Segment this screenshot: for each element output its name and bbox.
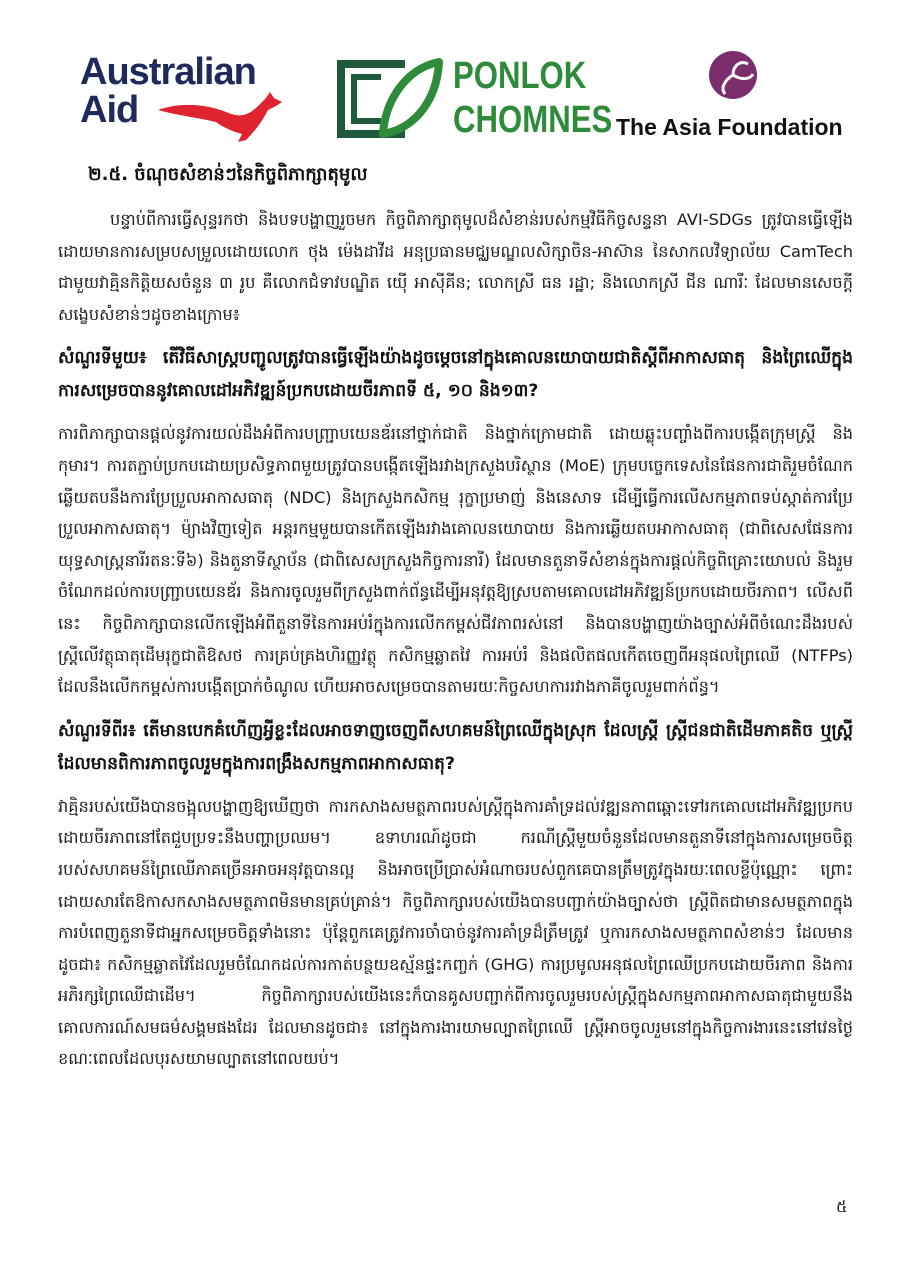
question-two: សំណួរទីពីរ៖ តើមានបេកគំហើញអ្វីខ្លះដែលអាចទាញចេញពីសហគមន៍ព្រៃឈើក្នុងស្រុក ដែលស្ត្រី ស្ត្រីជនជាតិដើមភាគតិច ឬស្ត្រីដែលមានពិការភាពចូលរួមក្នុងការពង្រឹងសកម្មភាពអាកាសធាតុ? (58, 720, 853, 774)
ponlok-chomnes-logo-line2: CHOMNES (453, 99, 613, 141)
section-heading: ២.៥. ចំណុចសំខាន់ៗនៃកិច្ចពិភាក្សាតុមូល (88, 164, 368, 185)
intro-paragraph: បន្ទាប់ពីការធ្វើសុន្ទរកថា និងបទបង្ហាញរួចមក កិច្ចពិភាក្សាតុមូលដ៏សំខាន់របស់កម្មវិធីកិច្ចសន្ទនា AVI-SDGs ត្រូវបានធ្វើឡើង ដោយមានការសម្របសម្រួលដោយលោក ថុង ម៉េងដាវីដ អនុប្រធានមជ្ឈមណ្ឌលសិក្សាចិន-អាស៊ាន នៃសាកលវិទ្យាល័យ CamTech ជាមួយវាគ្មិនកិត្តិយសចំនួន ៣ រូប គឺលោកជំទាវបណ្ឌិត យ៉ើ អាស៊ីគីន; លោកស្រី ធន រដ្ឋា; និងលោកស្រី ជីន ណារីៈ ដែលមានសេចក្តីសង្ខេបសំខាន់ៗដូចខាងក្រោម៖ (58, 210, 853, 324)
asia-foundation-logo-text: The Asia Foundation (616, 114, 843, 140)
ponlok-chomnes-logo (333, 54, 613, 146)
logo-header (0, 0, 905, 160)
document-body (58, 160, 853, 1075)
ponlok-chomnes-logo-line1: PONLOK (453, 55, 587, 97)
answer-one-paragraph: ការពិភាក្សាបានផ្តល់នូវការយល់ដឹងអំពីការបញ្ជ្រាបយេនឌ័រនៅថ្នាក់ជាតិ និងថ្នាក់ក្រោមជាតិ ដោយឆ្លុះបញ្ចាំងពីការបង្កើតក្រុមស្ត្រី និងកុមារ។ ការតភ្ជាប់ប្រកបដោយប្រសិទ្ធភាពមួយត្រូវបានបង្កើតឡើងរវាងក្រសួងបរិស្ថាន (MoE) ក្រុមបច្ចេកទេសនៃផែនការជាតិរួមចំណែកឆ្លើយតបនឹងការប្រែប្រួលអាកាសធាតុ (NDC) និងក្រសួងកសិកម្ម រុក្ខាប្រមាញ់ និងនេសាទ ដើម្បីធ្វើការលើសកម្មភាពទប់ស្កាត់ការប្រែប្រួលអាកាសធាតុ។ ម៉្យាងវិញទៀត អន្តរកម្មមួយបានកើតឡើងរវាងគោលនយោបាយ និងការឆ្លើយតបអាកាសធាតុ (ជាពិសេសផែនការយុទ្ធសាស្ត្រនារីរតនៈទី៦) និងតួនាទីស្ថាប័ន (ជាពិសេសក្រសួងកិច្ចការនារី) ដែលមានតួនាទីសំខាន់ក្នុងការផ្តល់កិច្ចពិគ្រោះយោបល់ និងរួមចំណែកដល់ការបញ្ជ្រាបយេនឌ័រ និងការចូលរួមពីក្រសួងពាក់ព័ន្ធដើម្បីអនុវត្តឱ្យស្របតាមគោលដៅអភិវឌ្ឍន៍ប្រកបដោយចីរភាព។ លើសពីនេះ កិច្ចពិភាក្សាបានលើកឡើងអំពីតួនាទីនៃការអប់រំក្នុងការលើកកម្ពស់ជីវភាពរស់នៅ និងបានបង្ហាញយ៉ាងច្បាស់អំពីចំណេះដឹងរបស់ស្ត្រីលើវត្ថុធាតុដើមរុក្ខជាតិឱសថ ការគ្រប់គ្រងហិរញ្ញវត្ថុ កសិកម្មឆ្លាតវៃ ការអប់រំ និងផលិតផលកើតចេញពីអនុផលព្រៃឈើ (NTFPs) ដែលនឹងលើកកម្ពស់ការបង្កើតប្រាក់ចំណូល ហើយអាចសម្រេចបានតាមរយៈកិច្ចសហការរវាងភាគីចូលរួមពាក់ព័ន្ធ។ (58, 424, 853, 697)
leaf-book-icon (333, 56, 443, 142)
asia-foundation-logo (612, 50, 862, 146)
answer-two-paragraph: វាគ្មិនរបស់យើងបានចង្អុលបង្ហាញឱ្យឃើញថា ការកសាងសមត្ថភាពរបស់ស្ត្រីក្នុងការគាំទ្រដល់វឌ្ឍនភាពឆ្ពោះទៅរកគោលដៅអភិវឌ្ឍប្រកបដោយចីរភាពនៅតែជួបប្រទះនឹងបញ្ហាប្រឈម។ ឧទាហរណ៍ដូចជា ករណីស្ត្រីមួយចំនួនដែលមានតួនាទីនៅក្នុងការសម្រេចចិត្តរបស់សហគមន៍ព្រៃឈើភាគច្រើនអាចអនុវត្តបានល្អ និងអាចប្រើប្រាស់អំណាចរបស់ពួកគេបានត្រឹមត្រូវក្នុងរយៈពេលខ្លីប៉ុណ្ណោះ ព្រោះដោយសារតែឱកាសកសាងសមត្ថភាពមិនមានគ្រប់គ្រាន់។ កិច្ចពិភាក្សារបស់យើងបានបញ្ជាក់យ៉ាងច្បាស់ថា ស្ត្រីពិតជាមានសមត្ថភាពក្នុងការបំពេញតួនាទីជាអ្នកសម្រេចចិត្តទាំងនោះ ប៉ុន្តែពួកគេត្រូវការចាំបាច់នូវការគាំទ្រដ៏ត្រឹមត្រូវ ឬការកសាងសមត្ថភាពសំខាន់ៗ ដែលមានដូចជា៖ កសិកម្មឆ្លាតវៃដែលរួមចំណែកដល់ការកាត់បន្ថយឧស្ម័នផ្ទះកញ្ចក់ (GHG) ការប្រមូលអនុផលព្រៃឈើប្រកបដោយចីរភាព និងការអភិរក្សព្រៃឈើជាដើម។ កិច្ចពិភាក្សារបស់យើងនេះក៏បានគូសបញ្ជាក់ពីការចូលរួមរបស់ស្ត្រីក្នុងសកម្មភាពអាកាសធាតុជាមួយនឹងគោលការណ៍សមធម៌សង្គមផងដែរ ដែលមានដូចជា៖ នៅក្នុងការងារយាមល្បាតព្រៃឈើ ស្ត្រីអាចចូលរួមនៅក្នុងកិច្ចការងារនេះនៅវេនថ្ងៃ ខណៈពេលដែលបុរសយាមល្បាតនៅពេលយប់។ (58, 796, 853, 1069)
page-number: ៥ (836, 1197, 848, 1216)
asia-foundation-emblem-icon (708, 50, 758, 100)
question-one: សំណួរទីមួយ៖ តើវិធីសាស្ត្របញ្ជូលត្រូវបានធ្វើឡើងយ៉ាងដូចម្តេចនៅក្នុងគោលនយោបាយជាតិស្តីពីអាកាសធាតុ និងព្រៃឈើក្នុងការសម្រេចបាននូវគោលដៅអភិវឌ្ឍន៍ប្រកបដោយចីរភាពទី ៥, ១០ និង១៣? (58, 348, 853, 402)
kangaroo-icon (150, 88, 290, 144)
australian-aid-logo-line1: Australian (80, 51, 256, 93)
australian-aid-logo-line2: Aid (80, 89, 139, 131)
australian-aid-logo (80, 52, 290, 144)
